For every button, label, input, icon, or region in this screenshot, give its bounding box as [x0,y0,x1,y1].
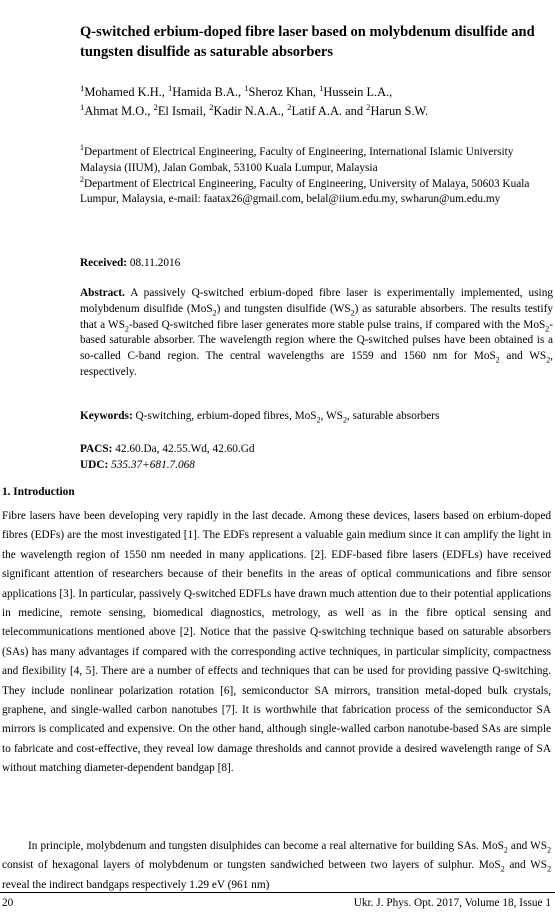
affiliation-marker: 1 [80,82,85,93]
paragraph-segment: consist of hexagonal layers of molybdenum or tungsten sandwiched between two layers of sulphur. MoS [2,859,501,872]
author [167,82,245,99]
pacs-value: 42.60.Da, 42.55.Wd, 42.60.Gd [115,443,255,455]
affiliation-marker: 1 [167,82,173,93]
author [244,82,320,99]
abstract-segment: ) as saturable absorbers. The results testify that a WS [80,302,553,331]
abstract [80,286,553,381]
author-name: Ahmat M.O., [84,104,154,118]
body-paragraph [2,837,551,895]
journal-citation: Ukr. J. Phys. Opt. 2017, Volume 18, Issue 1 [353,897,551,909]
author [80,82,168,99]
pacs-line [80,442,255,458]
section-heading: 1. Introduction [2,486,75,498]
abstract-text [80,287,553,378]
affiliation [80,174,550,209]
body-paragraph: Fibre lasers have been developing very rapidly in the last decade. Among these devices, lasers based on erbium-doped fibres (EDFs) are the most investigated [1]. The EDFs represent a valuable gain medium since it can amplify the light in the wavelength region of 1550 nm needed in many applications. [2]. EDF-based fibre lasers (EDFLs) have received significant attention of researchers because of their benefits in the areas of optical communications and fibre sensor applications [3]. In particular, passively Q-switched EDFLs have drawn much attention due to their potential applications in medicine, remote sensing, biomedical diagnostics, metrology, as well as in the fibre optical sensing and telecommunications mentioned above [2]. Notice that the passive Q-switching technique based on saturable absorbers (SAs) has many advantages if compared with the corresponding active techniques, in particular simplicity, compactness and flexibility [4, 5]. There are a number of effects and techniques that can be used for providing passive Q-switching. They include nonlinear polarization rotation [6], semiconductor SA mirrors, transition metal-doped bulk crystals, graphene, and single-walled carbon nanotubes [7]. It is worthwhile that fabrication process of the semiconductor SA mirrors is complicated and expensive. On the other hand, although single-walled carbon nanotube-based SAs are simple to fabricate and cost-effective, they reveal low damage thresholds and cannot provide a desired wavelength range of SA without matching diameter-dependent bandgap [8]. [2,510,551,775]
affiliation-marker: 2 [287,101,292,112]
keywords-text [132,410,440,425]
author [80,101,154,118]
author [287,101,367,118]
affiliation-marker: 2 [209,101,214,112]
received-date [80,257,180,269]
author-name: Sheroz Khan, [248,85,320,99]
affiliation-marker: 1 [319,82,324,93]
paragraph-segment: reveal the indirect bandgaps respectively 1.29 eV (961 nm) [2,878,270,891]
footer-rule [0,892,555,893]
received-label: Received: [80,257,128,269]
abstract-segment: and WS [499,350,547,363]
abstract-segment: -based saturable absorber. The wavelength region where the Q-switched pulses have been obtained is a so-called C-band region. The central wavelengths are 1559 and 1560 nm for MoS [80,318,553,363]
udc-value: 535.37+681.7.068 [111,458,195,471]
author [209,101,288,118]
paragraph-segment: and WS [504,859,548,872]
affiliation-marker: 1 [80,101,85,112]
subscript: 2 [547,864,552,874]
author-name: Hussein L.A., [323,85,393,99]
keywords-segment: , saturable absorbers [346,410,440,422]
subscript: 2 [212,308,217,318]
page-number: 20 [2,897,14,909]
subscript: 2 [500,864,505,874]
paragraph-segment: In principle, molybdenum and tungsten disulphides can become a real alternative for building SAs. MoS [28,840,504,852]
author-name: Mohamed K.H., [84,85,168,99]
affiliation-marker: 1 [244,82,249,93]
author-list [80,83,550,121]
affiliation-marker: 2 [153,101,158,112]
keywords-segment: , WS [320,410,343,422]
affiliation-marker: 1 [80,143,84,153]
affiliation-text: Department of Electrical Engineering, Faculty of Engineering, International Islamic University Malaysia (IIUM), Jalan Gombak, 53100 Kuala Lumpur, Malaysia [80,146,514,174]
keywords [80,410,553,425]
affiliations [80,145,550,208]
author [319,82,393,99]
author-name: Harun S.W. [370,104,429,118]
subscript: 2 [342,415,347,425]
affiliation-text: Department of Electrical Engineering, Faculty of Engineering, University of Malaya, 50603 Kuala Lumpur, Malaysia, e-mail: faatax26@gmail.com, belal@iium.edu.my, swharun@um.edu.my [80,177,530,206]
author [153,101,210,118]
subscript: 2 [546,355,551,365]
subscript: 2 [316,415,321,425]
affiliation [80,145,550,177]
keywords-segment: Q-switching, erbium-doped fibres, MoS [132,410,317,422]
author-name: Latif A.A. and [291,104,367,118]
udc-line [80,458,255,474]
affiliation-marker: 2 [80,174,84,184]
keywords-label: Keywords: [80,410,133,422]
affiliation-marker: 2 [366,101,371,112]
author-name: Hamida B.A., [172,85,245,99]
author-name: El Ismail, [157,104,210,118]
paragraph-segment: and WS [507,840,548,852]
subscript: 2 [495,355,500,365]
subscript: 2 [547,845,552,855]
author [366,101,429,118]
udc-label: UDC: [80,458,109,471]
author-name: Kadir N.A.A., [213,104,288,118]
classification-codes [80,442,255,473]
subscript: 2 [350,308,355,318]
received-value: 08.11.2016 [129,257,181,269]
pacs-label: PACS: [80,443,113,455]
paper-title: Q-switched erbium-doped fibre laser based on molybdenum disulfide and tungsten disulfide as saturable absorbers [80,24,535,60]
abstract-segment: -based Q-switched fibre laser generates more stable pulse trains, if compared with the MoS [128,318,546,331]
subscript: 2 [545,323,550,333]
subscript: 2 [503,845,508,855]
abstract-segment: ) and tungsten disulfide (WS [216,302,351,315]
abstract-segment: A passively Q-switched erbium-doped fibre laser is experimentally implemented, using molybdenum disulfide (MoS [80,287,553,315]
subscript: 2 [124,323,129,333]
abstract-label: Abstract. [80,287,125,299]
abstract-segment: , respectively. [80,350,553,378]
